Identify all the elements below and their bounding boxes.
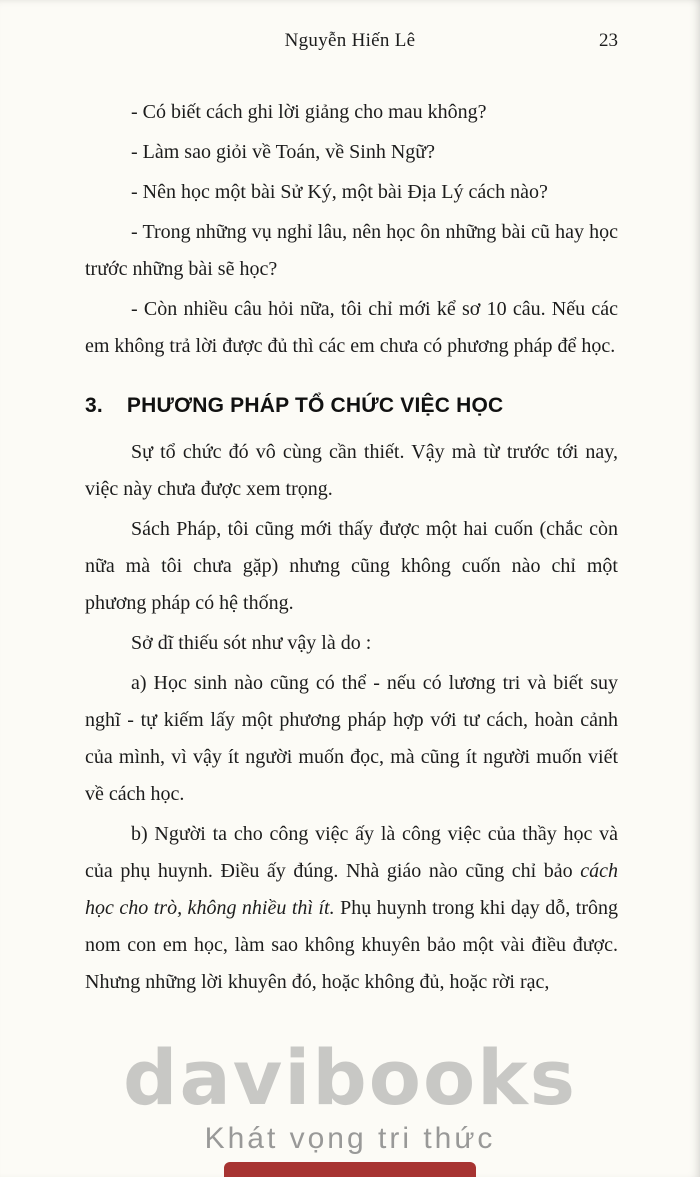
page-number: 23 [599, 30, 618, 51]
paragraph-text-italic: cách học cho trò, không nhiều thì ít. [85, 860, 618, 919]
watermark-red-bar [224, 1162, 476, 1177]
paragraph: a) Học sinh nào cũng có thể - nếu có lương tri và biết suy nghĩ - tự kiếm lấy một phương pháp hợp với tư cách, hoàn cảnh của mình, vì vậy ít người muốn đọc, mà cũng ít người muốn viết về cách học. [85, 672, 618, 805]
section-number: 3. [85, 394, 103, 417]
paragraph-text: b) Người ta cho công việc ấy là công việc của thầy học và của phụ huynh. Điều ấy đúng. Nhà giáo nào cũng chỉ bảo [85, 823, 618, 882]
question-line: - Nên học một bài Sử Ký, một bài Địa Lý cách nào? [131, 181, 548, 203]
question-line: - Trong những vụ nghỉ lâu, nên học ôn những bài cũ hay học trước những bài sẽ học? [85, 221, 618, 280]
paragraph: Sách Pháp, tôi cũng mới thấy được một hai cuốn (chắc còn nữa mà tôi chưa gặp) nhưng cũng không cuốn nào chỉ một phương pháp có hệ thống. [85, 518, 618, 614]
paragraph-text: Phụ huynh trong khi dạy dỗ, trông nom con em học, làm sao không khuyên bảo một vài điều được. Nhưng những lời khuyên đó, hoặc không đủ, hoặc rời rạc, [85, 897, 618, 993]
paragraph: Sở dĩ thiếu sót như vậy là do : [131, 632, 372, 654]
page-header [0, 0, 700, 60]
question-line: - Có biết cách ghi lời giảng cho mau không? [131, 101, 487, 123]
question-line: - Còn nhiều câu hỏi nữa, tôi chỉ mới kể sơ 10 câu. Nếu các em không trả lời được đủ thì các em chưa có phương pháp để học. [85, 298, 618, 357]
page-body [0, 94, 700, 1001]
watermark [0, 1033, 700, 1177]
section-title: PHƯƠNG PHÁP TỔ CHỨC VIỆC HỌC [126, 394, 504, 417]
question-line: - Làm sao giỏi về Toán, về Sinh Ngữ? [131, 141, 436, 163]
watermark-tagline: Khát vọng tri thức [204, 1122, 496, 1155]
paragraph [85, 816, 618, 1001]
watermark-brand: davibooks [123, 1033, 577, 1122]
paragraph: Sự tổ chức đó vô cùng cần thiết. Vậy mà từ trước tới nay, việc này chưa được xem trọng. [85, 441, 618, 500]
section-heading [85, 387, 618, 424]
running-head-author: Nguyễn Hiến Lê [284, 30, 416, 51]
